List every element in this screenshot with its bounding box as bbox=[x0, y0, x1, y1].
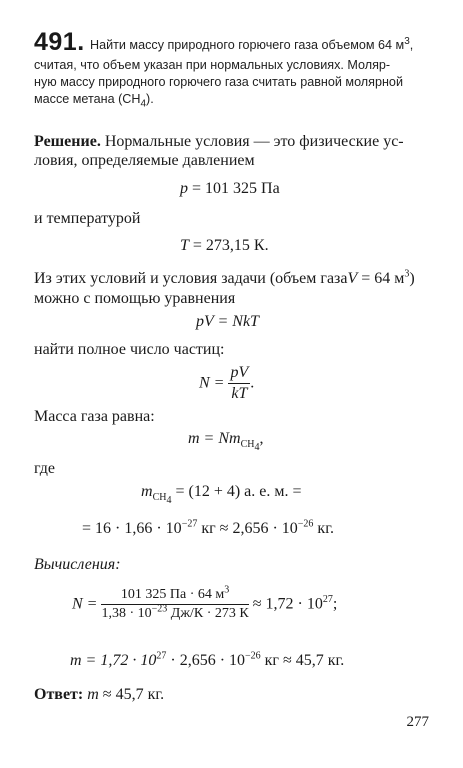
problem-line-2: считая, что объем указан при нормальных условиях. Моляр- bbox=[34, 58, 391, 72]
problem-number: 491. bbox=[34, 28, 85, 56]
equation-m-ch4: $m_{CH_4} = (12 + 4)$ а. е. м. = bbox=[141, 483, 302, 507]
equation-mass: $m = Nm_{CH_4}$, bbox=[188, 430, 264, 454]
solution-line-2: ловия, определяемые давлением bbox=[34, 152, 255, 169]
calc-label: Вычисления: bbox=[34, 556, 121, 573]
answer-label: Ответ: bbox=[34, 686, 84, 703]
calc-m: $m = 1,72 \cdot 10^{27} \cdot 2,656 \cdot 10^{-26}$ кг ≈ 45,7 кг. bbox=[70, 650, 345, 669]
problem-line-4: массе метана $(CH_4)$. bbox=[34, 92, 154, 110]
calc-N: N = $\frac{101 325 Па \cdot 64 м^3}{1,38 \cdot 10^{-23} Дж/К \cdot 273 К}$ ≈ $1,72 \cdot 10^{27}$; bbox=[72, 584, 338, 621]
equation-value: = $16 \cdot 1,66 \cdot 10^{-27}$ кг ≈ $2,656 \cdot 10^{-26}$ кг. bbox=[82, 518, 334, 537]
conditions-line-1: Из этих условий и условия задачи (объем газаV = 64 $м^3$) bbox=[34, 268, 415, 287]
equation-N: N = $\frac{pV}{kT}$ . bbox=[199, 364, 255, 402]
where-text: где bbox=[34, 460, 56, 477]
page-number: 277 bbox=[406, 714, 429, 730]
problem-line-1: Найти массу природного горючего газа объемом 64 $м^3$, bbox=[90, 35, 414, 52]
mass-text: Масса газа равна: bbox=[34, 408, 155, 425]
calc-N-fraction: $\frac{101 325 Па \cdot 64 м^3}{1,38 \cdot 10^{-23} Дж/К \cdot 273 К}$ bbox=[101, 584, 249, 621]
equation-temperature: T = 273,15 К. bbox=[180, 237, 269, 254]
temperature-text: и температурой bbox=[34, 210, 141, 227]
answer: Ответ: m ≈ 45,7 кг. bbox=[34, 686, 165, 703]
find-text: найти полное число частиц: bbox=[34, 341, 225, 358]
fraction-pV-kT: $\frac{pV}{kT}$ bbox=[230, 364, 249, 402]
equation-state: pV = NkT bbox=[196, 313, 259, 330]
problem-line-3: ную массу природного горючего газа считать равной молярной bbox=[34, 75, 403, 89]
conditions-line-2: можно с помощью уравнения bbox=[34, 290, 236, 307]
solution-line-1: Решение. Нормальные условия — это физические ус- bbox=[34, 133, 404, 150]
solution-label: Решение. bbox=[34, 133, 101, 150]
equation-pressure: p = 101 325 Па bbox=[180, 180, 280, 197]
